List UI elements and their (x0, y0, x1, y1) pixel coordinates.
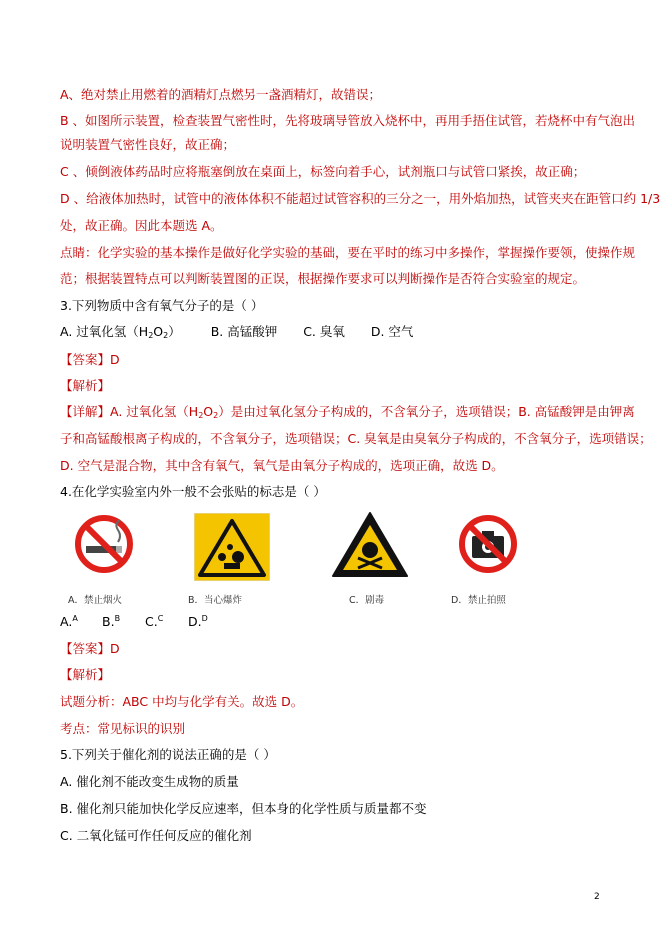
q4-option-a: A.$^A$ (60, 614, 78, 630)
analysis-option-b-line2: 说明装置气密性良好，故正确； (60, 137, 236, 152)
toxic-warning-sign-icon (330, 510, 410, 580)
q3-detail-line1: 【详解】A. 过氧化氢$(H_2O_2)$是由过氧化氢分子构成的，不含氧分子，选项错误；B. 高锰酸钾是由钾离 (60, 404, 635, 420)
q3-option-d: D. 空气 (370, 324, 414, 339)
analysis-option-d-line2: 处，故正确。因此本题选 A。 (60, 218, 223, 233)
q5-option-b: B. 催化剂只能加快化学反应速率，但本身的化学性质与质量都不变 (60, 801, 427, 816)
sign-a-caption: A．禁止烟火 (68, 595, 122, 606)
no-smoking-sign-icon (72, 510, 136, 578)
q4-point: 考点：常见标识的识别 (60, 721, 186, 736)
page-number: 2 (594, 892, 600, 902)
q4-option-b: B.$^B$ (102, 614, 121, 630)
q4-analysis-label: 【解析】 (60, 667, 111, 682)
sign-c-caption: C．剧毒 (349, 595, 385, 606)
q4-option-c: C.$^C$ (145, 614, 164, 630)
q3-answer: 【答案】D (60, 352, 120, 367)
q3-option-b: B. 高锰酸钾 (210, 324, 278, 339)
q4-analysis: 试题分析：ABC 中均与化学有关。故选 D。 (60, 694, 304, 709)
no-photography-sign-icon (456, 510, 520, 578)
analysis-note-line1: 点睛：化学实验的基本操作是做好化学实验的基础，要在平时的练习中多操作，掌握操作要领，使操作规 (60, 245, 636, 260)
analysis-option-a: A、绝对禁止用燃着的酒精灯点燃另一盏酒精灯，故错误； (60, 87, 382, 102)
q3-option-c: C. 臭氧 (303, 324, 345, 339)
analysis-note-line2: 范；根据装置特点可以判断装置图的正误，根据操作要求可以判断操作是否符合实验室的规定。 (60, 271, 586, 286)
q4-option-d: D.$^D$ (188, 614, 208, 630)
explosion-warning-sign-icon (194, 513, 270, 581)
q3-detail-line3: D. 空气是混合物，其中含有氧气，氧气是由氧分子构成的，选项正确，故选 D。 (60, 458, 504, 473)
analysis-option-c: C 、倾倒液体药品时应将瓶塞倒放在桌面上，标签向着手心，试剂瓶口与试管口紧挨，故正确； (60, 164, 586, 179)
q5-option-c: C. 二氧化锰可作任何反应的催化剂 (60, 828, 252, 843)
q4-stem: 4.在化学实验室内外一般不会张贴的标志是（ ） (60, 484, 326, 499)
q5-option-a: A. 催化剂不能改变生成物的质量 (60, 774, 239, 789)
q3-detail-line2: 子和高锰酸根离子构成的，不含氧分子，选项错误；C. 臭氧是由臭氧分子构成的，不含氧分子，选项错误； (60, 431, 652, 446)
q3-analysis-label: 【解析】 (60, 378, 111, 393)
analysis-option-b-line1: B 、如图所示装置，检查装置气密性时，先将玻璃导管放入烧杯中，再用手捂住试管，若烧杯中有气泡出 (60, 113, 636, 128)
q4-answer: 【答案】D (60, 641, 120, 656)
analysis-option-d-line1: D 、给液体加热时，试管中的液体体积不能超过试管容积的三分之一，用外焰加热，试管夹夹在距管口约 1/3 (60, 191, 661, 206)
q5-stem: 5.下列关于催化剂的说法正确的是（ ） (60, 747, 276, 762)
q3-stem: 3.下列物质中含有氧气分子的是（ ） (60, 298, 264, 313)
sign-d-caption: D．禁止拍照 (451, 595, 506, 606)
q3-option-a: A. 过氧化氢$(H_2O_2)$ (60, 324, 181, 340)
q3-options (60, 324, 413, 344)
sign-b-caption: B．当心爆炸 (188, 595, 243, 606)
